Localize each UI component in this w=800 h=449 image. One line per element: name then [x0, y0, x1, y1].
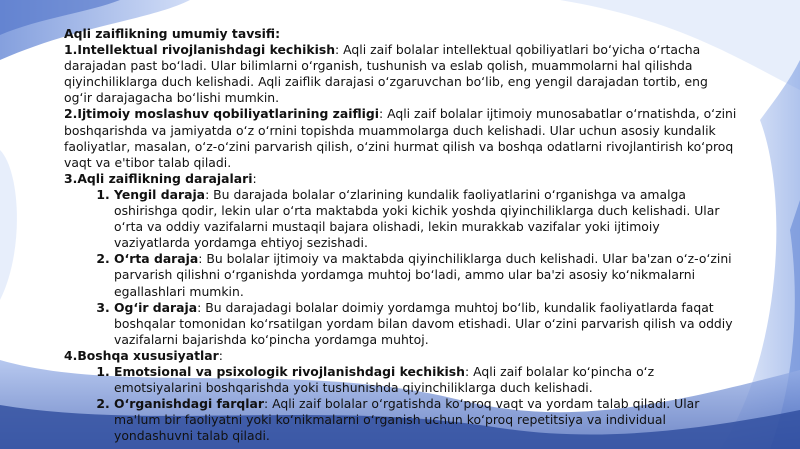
- section-text: : Aqli zaif bolalar ijtimoiy munosabatlar o‘rnatishda, o‘zini boshqarishda va jamiyatda o‘z o‘rnini topishda muammolarga duch kelishadi. Ular uchun asosiy kundalik faoliyatlar, masalan, o‘z-o‘zini parvarish qilish, o‘zini hurmat qilish va boshqa odatlarni rivojlantirish ko‘proq vaqt va e'tibor talab qiladi.: [64, 106, 737, 170]
- section-levels: [64, 171, 738, 187]
- section-heading: 2.Ijtimoiy moslashuv qobiliyatlarining zaifligi: [64, 106, 379, 122]
- section-text: :: [218, 347, 223, 363]
- list-item-text: : Aqli zaif bolalar ko‘pincha o‘z emotsiyalarini boshqarishda yoki tushunishda qiyinchiliklarga duch kelishadi.: [114, 363, 655, 396]
- levels-list: [64, 187, 738, 348]
- list-item-text: : Aqli zaif bolalar o‘rgatishda ko‘proq vaqt va yordam talab qiladi. Ular ma'lum bir faoliyatni yoki ko‘nikmalarni o‘rganish uchun ko‘proq repetitsiya va individual yondashuvni talab qiladi.: [114, 396, 700, 444]
- features-list: [64, 364, 738, 444]
- list-item-term: Og‘ir daraja: [114, 299, 198, 315]
- section-heading: 4.Boshqa xususiyatlar: [64, 347, 219, 363]
- section-other-features: [64, 348, 738, 364]
- document-body: [64, 26, 738, 444]
- list-item: [114, 251, 738, 299]
- section-heading: 1.Intellektual rivojlanishdagi kechikish: [64, 42, 336, 58]
- section-heading: 3.Aqli zaiflikning darajalari: [64, 170, 253, 186]
- list-item: [114, 396, 738, 444]
- list-item-term: O‘rta daraja: [114, 251, 199, 267]
- list-item: [114, 364, 738, 396]
- section-text: :: [252, 170, 257, 186]
- list-item-term: O‘rganishdagi farqlar: [114, 396, 264, 412]
- section-text: : Aqli zaif bolalar intellektual qobiliyatlari bo‘yicha o‘rtacha darajadan past bo‘ladi. Ular bilimlarni o‘rganish, tushunish va eslab qolish, muammolarni hal qilishda qiyinchiliklarga duch kelishadi. Aqli zaiflik darajasi o‘zgaruvchan bo‘lib, eng yengil darajadan tortib, eng og‘ir darajagacha bo‘lishi mumkin.: [64, 42, 708, 106]
- list-item: [114, 187, 738, 251]
- section-intellectual-delay: [64, 42, 738, 106]
- list-item: [114, 300, 738, 348]
- document-title: Aqli zaiflikning umumiy tavsifi:: [64, 26, 281, 41]
- section-social-adaptation: [64, 106, 738, 170]
- list-item-term: Emotsional va psixologik rivojlanishdagi kechikish: [114, 363, 466, 379]
- list-item-text: : Bu darajadagi bolalar doimiy yordamga muhtoj bo‘lib, kundalik faoliyatlarda faqat boshqalar tomonidan ko‘rsatilgan yordam bilan davom etishadi. Ular o‘zini parvarish qilish va oddiy vazifalarni bajarishda ko‘pincha yordamga muhtoj.: [114, 299, 733, 347]
- list-item-term: Yengil daraja: [114, 186, 206, 202]
- list-item-text: : Bu bolalar ijtimoiy va maktabda qiyinchiliklarga duch kelishadi. Ular ba'zan o‘z-o‘zini parvarish qilishni o‘rganishda yordamga muhtoj bo‘ladi, ammo ular ba'zi asosiy ko‘nikmalarni egallashlari mumkin.: [114, 251, 732, 299]
- list-item-text: : Bu darajada bolalar o‘zlarining kundalik faoliyatlarini o‘rganishga va amalga oshirishga qodir, lekin ular o‘rta maktabda yoki kichik yoshda qiyinchiliklarga duch kelishadi. Ular o‘rta va oddiy vazifalarni mustaqil bajara olishadi, lekin murakkab vazifalar yoki ijtimoiy vaziyatlarda yordamga ehtiyoj sezishadi.: [114, 186, 720, 251]
